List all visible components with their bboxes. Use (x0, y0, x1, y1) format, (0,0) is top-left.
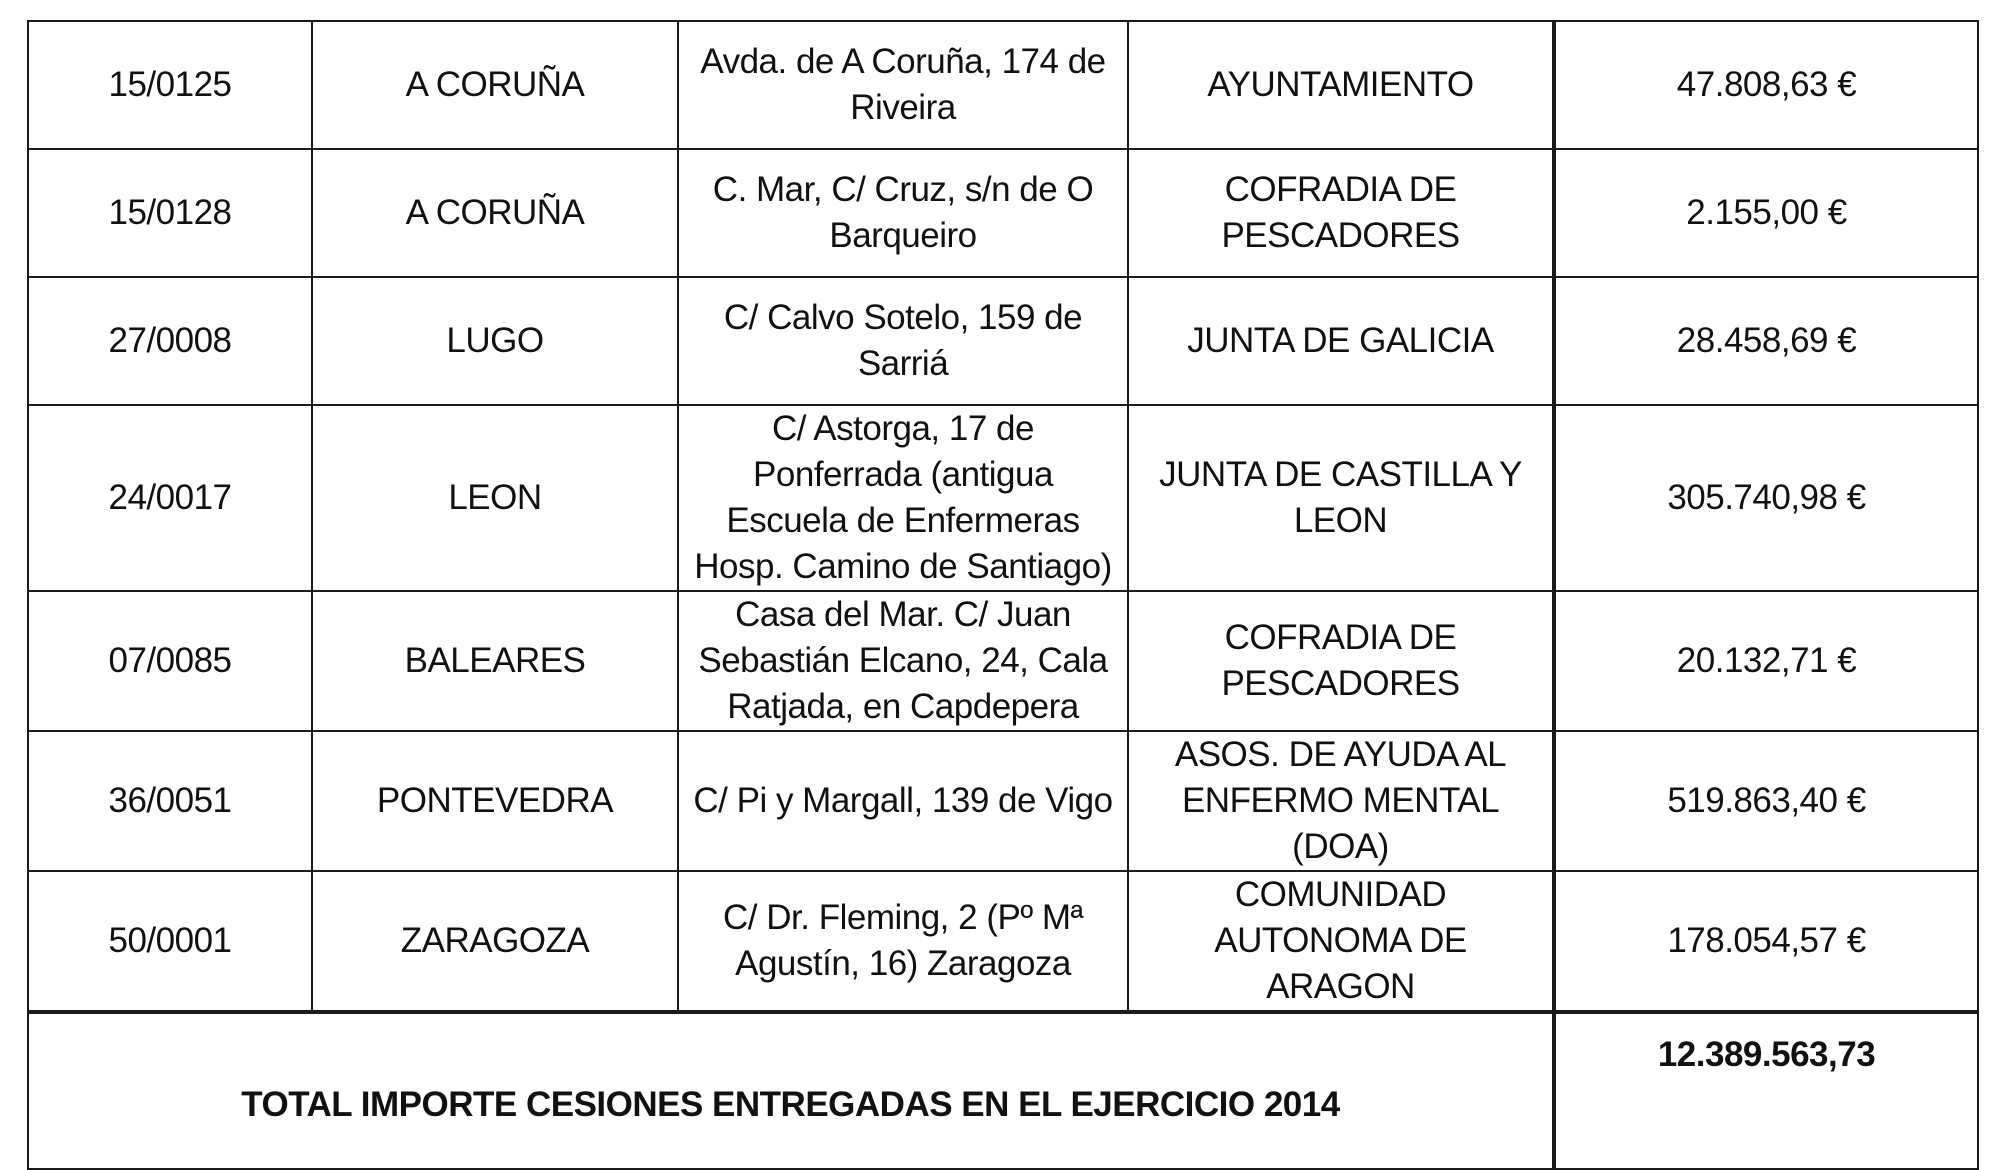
cell-code: 15/0125 (28, 21, 312, 149)
cesiones-table (27, 20, 1979, 1170)
table-row (28, 405, 1978, 591)
total-label: TOTAL IMPORTE CESIONES ENTREGADAS EN EL EJERCICIO 2014 (28, 1012, 1554, 1169)
cell-recipient: JUNTA DE CASTILLA Y LEON (1128, 405, 1554, 591)
cell-address: C. Mar, C/ Cruz, s/n de O Barqueiro (678, 149, 1128, 277)
cell-province: A CORUÑA (312, 149, 678, 277)
cell-recipient: COFRADIA DE PESCADORES (1128, 149, 1554, 277)
cell-amount: 305.740,98 € (1554, 405, 1978, 591)
cell-address: C/ Dr. Fleming, 2 (Pº Mª Agustín, 16) Zaragoza (678, 871, 1128, 1012)
cell-province: LEON (312, 405, 678, 591)
cell-code: 15/0128 (28, 149, 312, 277)
table-row (28, 149, 1978, 277)
cell-province: LUGO (312, 277, 678, 405)
cell-recipient: COFRADIA DE PESCADORES (1128, 591, 1554, 731)
cell-amount: 519.863,40 € (1554, 731, 1978, 871)
cell-recipient: JUNTA DE GALICIA (1128, 277, 1554, 405)
cell-amount: 2.155,00 € (1554, 149, 1978, 277)
table-row (28, 277, 1978, 405)
cell-amount: 178.054,57 € (1554, 871, 1978, 1012)
table-row (28, 591, 1978, 731)
cell-code: 27/0008 (28, 277, 312, 405)
cell-province: A CORUÑA (312, 21, 678, 149)
cell-code: 36/0051 (28, 731, 312, 871)
cell-amount: 28.458,69 € (1554, 277, 1978, 405)
cell-code: 24/0017 (28, 405, 312, 591)
total-row (28, 1012, 1978, 1169)
cell-address: Casa del Mar. C/ Juan Sebastián Elcano, 24, Cala Ratjada, en Capdepera (678, 591, 1128, 731)
cell-province: ZARAGOZA (312, 871, 678, 1012)
table-row (28, 731, 1978, 871)
cell-province: PONTEVEDRA (312, 731, 678, 871)
cell-amount: 20.132,71 € (1554, 591, 1978, 731)
table-row (28, 21, 1978, 149)
cell-address: C/ Astorga, 17 de Ponferrada (antigua Escuela de Enfermeras Hosp. Camino de Santiago) (678, 405, 1128, 591)
cell-address: Avda. de A Coruña, 174 de Riveira (678, 21, 1128, 149)
cell-amount: 47.808,63 € (1554, 21, 1978, 149)
total-value: 12.389.563,73 (1554, 1012, 1978, 1169)
cell-recipient: AYUNTAMIENTO (1128, 21, 1554, 149)
cell-code: 07/0085 (28, 591, 312, 731)
table-row (28, 871, 1978, 1012)
cell-address: C/ Pi y Margall, 139 de Vigo (678, 731, 1128, 871)
cell-recipient: ASOS. DE AYUDA AL ENFERMO MENTAL (DOA) (1128, 731, 1554, 871)
cell-code: 50/0001 (28, 871, 312, 1012)
cell-recipient: COMUNIDAD AUTONOMA DE ARAGON (1128, 871, 1554, 1012)
cell-province: BALEARES (312, 591, 678, 731)
cell-address: C/ Calvo Sotelo, 159 de Sarriá (678, 277, 1128, 405)
